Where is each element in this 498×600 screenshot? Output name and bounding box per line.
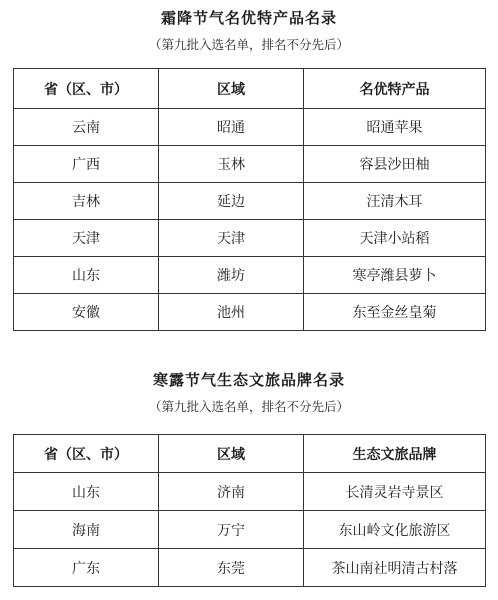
table-row: [14, 473, 486, 511]
cell-region: 玉林: [159, 146, 304, 183]
section1-title: 霜降节气名优特产品名录: [160, 9, 337, 27]
cell-region: 济南: [159, 473, 304, 511]
cell-province: 云南: [14, 109, 159, 146]
cell-product: 昭通苹果: [304, 109, 486, 146]
cell-region: 延边: [159, 183, 304, 220]
cell-brand: 东山岭文化旅游区: [304, 511, 486, 549]
cell-province: 广西: [14, 146, 159, 183]
header-region: 区域: [159, 435, 304, 473]
section2-title: 寒露节气生态文旅品牌名录: [152, 371, 345, 389]
cell-province: 吉林: [14, 183, 159, 220]
header-product: 名优特产品: [304, 69, 486, 109]
table-row: [14, 183, 486, 220]
table-row: [14, 146, 486, 183]
section2-table: [13, 434, 486, 587]
cell-region: 池州: [159, 294, 304, 331]
table-row: [14, 511, 486, 549]
cell-product: 寒亭潍县萝卜: [304, 257, 486, 294]
header-brand: 生态文旅品牌: [304, 435, 486, 473]
cell-brand: 茶山南社明清古村落: [304, 549, 486, 587]
table-header-row: [14, 435, 486, 473]
cell-province: 广东: [14, 549, 159, 587]
cell-province: 山东: [14, 473, 159, 511]
cell-province: 山东: [14, 257, 159, 294]
cell-region: 潍坊: [159, 257, 304, 294]
header-province: 省（区、市）: [14, 69, 159, 109]
table-row: [14, 220, 486, 257]
cell-province: 天津: [14, 220, 159, 257]
table-header-row: [14, 69, 486, 109]
table-row: [14, 294, 486, 331]
section1-table: [13, 68, 486, 331]
cell-product: 东至金丝皇菊: [304, 294, 486, 331]
table-row: [14, 257, 486, 294]
cell-product: 汪清木耳: [304, 183, 486, 220]
cell-product: 容县沙田柚: [304, 146, 486, 183]
table-row: [14, 549, 486, 587]
cell-province: 海南: [14, 511, 159, 549]
cell-region: 万宁: [159, 511, 304, 549]
section2-subtitle: （第九批入选名单，排名不分先后）: [148, 399, 349, 414]
cell-product: 天津小站稻: [304, 220, 486, 257]
cell-region: 昭通: [159, 109, 304, 146]
section1-subtitle: （第九批入选名单，排名不分先后）: [148, 37, 349, 52]
cell-region: 东莞: [159, 549, 304, 587]
table-row: [14, 109, 486, 146]
cell-province: 安徽: [14, 294, 159, 331]
cell-region: 天津: [159, 220, 304, 257]
header-province: 省（区、市）: [14, 435, 159, 473]
cell-brand: 长清灵岩寺景区: [304, 473, 486, 511]
header-region: 区域: [159, 69, 304, 109]
